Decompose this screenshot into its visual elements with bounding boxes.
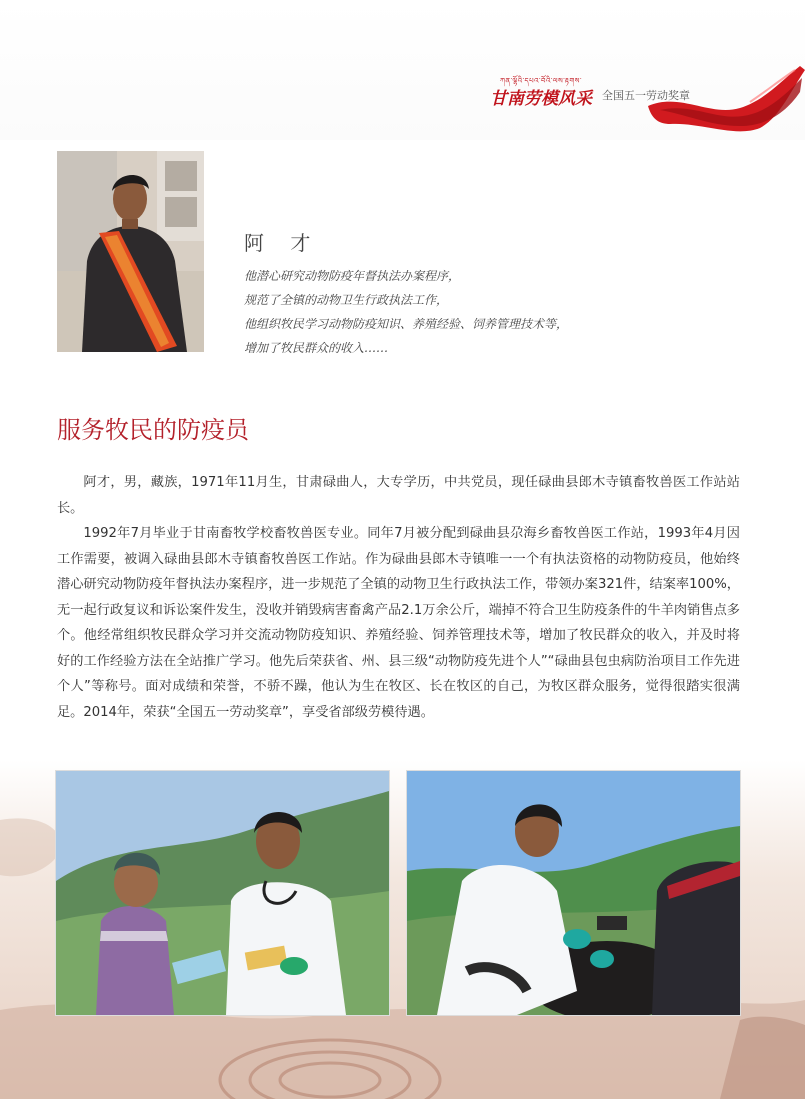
article-paragraph: 阿才，男，藏族，1971年11月生，甘肃碌曲人，大专学历，中共党员，现任碌曲县郎木寺镇畜牧兽医工作站站长。 — [57, 475, 740, 516]
photo-vet-with-herder — [55, 770, 390, 1016]
brand-title: 甘南劳模风采 — [490, 89, 592, 109]
article-body — [57, 470, 740, 725]
intro-line: 他组织牧民学习动物防疫知识、养殖经验、饲养管理技术等， — [244, 317, 569, 331]
profile-name: 阿 才 — [244, 231, 321, 255]
brand-tibetan-text: ཀན་ལྷོའི་དཔའ་བོའི་ལས་རྟགས་ — [500, 77, 583, 85]
intro-line: 规范了全镇的动物卫生行政执法工作， — [244, 293, 449, 307]
photo-vet-treating-yak — [406, 770, 741, 1016]
portrait-photo — [57, 151, 204, 352]
section-title: 服务牧民的防疫员 — [57, 416, 249, 444]
intro-line: 增加了牧民群众的收入…… — [244, 341, 389, 355]
intro-line: 他潜心研究动物防疫年督执法办案程序， — [244, 269, 461, 283]
article-paragraph: 1992年7月毕业于甘南畜牧学校畜牧兽医专业。同年7月被分配到碌曲县尕海乡畜牧兽医工作站，1993年4月因工作需要，被调入碌曲县郎木寺镇畜牧兽医工作站。作为碌曲县郎木寺镇唯一一个有执法资格的动物防疫员，他始终潜心研究动物防疫年督执法办案程序，进一步规范了全镇的动物卫生行政执法工作，带领办案321件，结案率100%，无一起行政复议和诉讼案件发生，没收并销毁病害畜禽产品2.1万余公斤，端掉不符合卫生防疫条件的牛羊肉销售点多个。他经常组织牧民群众学习并交流动物防疫知识、养殖经验、饲养管理技术等，增加了牧民群众的收入，并及时将好的工作经验方法在全站推广学习。他先后荣获省、州、县三级“动物防疫先进个人”“碌曲县包虫病防治项目工作先进个人”等称号。面对成绩和荣誉，不骄不躁，他认为生在牧区、长在牧区的自己，为牧区群众服务，觉得很踏实很满足。2014年，荣获“全国五一劳动奖章”，享受省部级劳模待遇。 — [57, 526, 740, 720]
red-ribbon-icon — [640, 62, 805, 134]
brand-subtitle: 全国五一劳动奖章 — [602, 89, 690, 102]
profile-intro — [244, 264, 664, 360]
